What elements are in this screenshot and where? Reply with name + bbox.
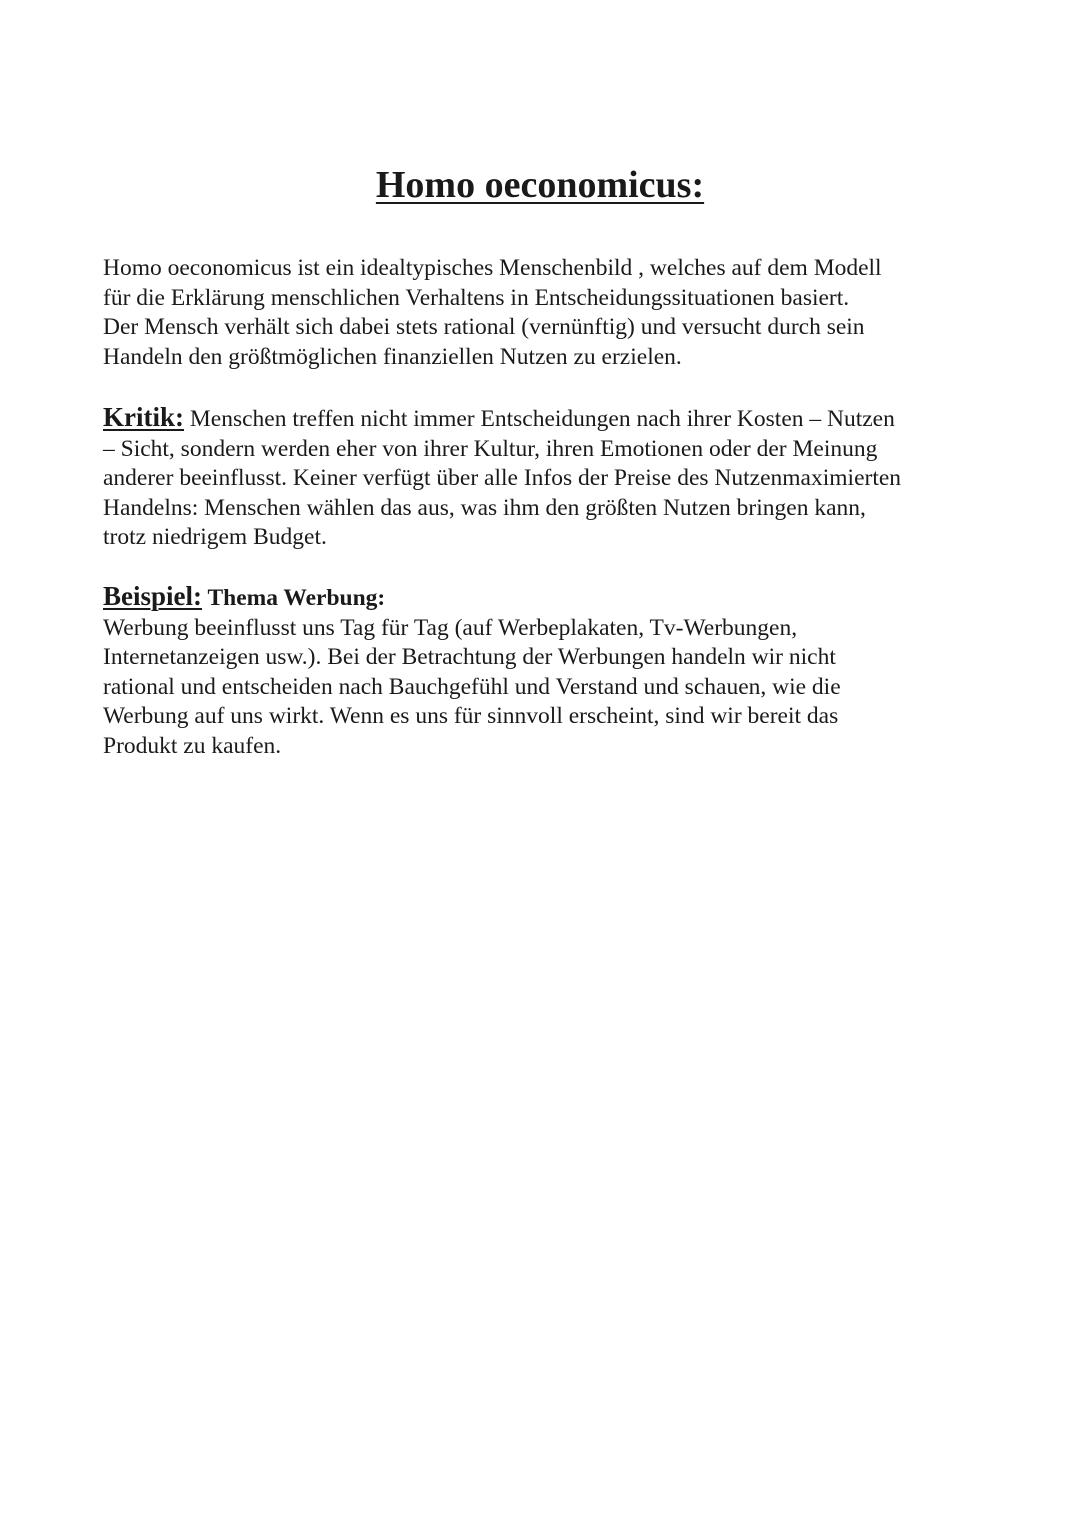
beispiel-line: Werbung beeinflusst uns Tag für Tag (auf Werbeplakaten, Tv-Werbungen,: [103, 614, 798, 641]
kritik-line: trotz niedrigem Budget.: [103, 524, 327, 550]
intro-line: Handeln den größtmöglichen finanziellen Nutzen zu erzielen.: [103, 343, 682, 370]
kritik-label: Kritik:: [103, 402, 184, 432]
intro-paragraph: [103, 254, 983, 372]
beispiel-line: rational und entscheiden nach Bauchgefühl und Verstand und schauen, wie die: [103, 673, 841, 700]
kritik-line: – Sicht, sondern werden eher von ihrer Kultur, ihren Emotionen oder der Meinung: [103, 435, 878, 462]
beispiel-line: Werbung auf uns wirkt. Wenn es uns für sinnvoll erscheint, sind wir bereit das: [103, 703, 839, 729]
beispiel-label: Beispiel:: [103, 581, 202, 611]
beispiel-paragraph: [103, 582, 983, 761]
beispiel-subtitle: Thema Werbung:: [202, 585, 386, 611]
kritik-line: Handelns: Menschen wählen das aus, was ihm den größten Nutzen bringen kann,: [103, 494, 866, 521]
intro-line: Homo oeconomicus ist ein idealtypisches Menschenbild , welches auf dem Modell: [103, 255, 882, 281]
page-title: Homo oeconomicus:: [375, 164, 705, 206]
kritik-paragraph: [103, 403, 983, 553]
intro-line: Der Mensch verhält sich dabei stets rational (vernünftig) und versucht durch sein: [103, 314, 865, 340]
beispiel-line: Produkt zu kaufen.: [103, 732, 282, 759]
kritik-first-line-text: Menschen treffen nicht immer Entscheidungen nach ihrer Kosten – Nutzen: [184, 406, 895, 432]
kritik-line: anderer beeinflusst. Keiner verfügt über alle Infos der Preise des Nutzenmaximierten: [103, 465, 902, 491]
beispiel-heading: [103, 582, 983, 614]
beispiel-line: Internetanzeigen usw.). Bei der Betrachtung der Werbungen handeln wir nicht: [103, 644, 836, 670]
kritik-first-line: [103, 403, 983, 435]
intro-line: für die Erklärung menschlichen Verhaltens in Entscheidungssituationen basiert.: [103, 284, 850, 311]
